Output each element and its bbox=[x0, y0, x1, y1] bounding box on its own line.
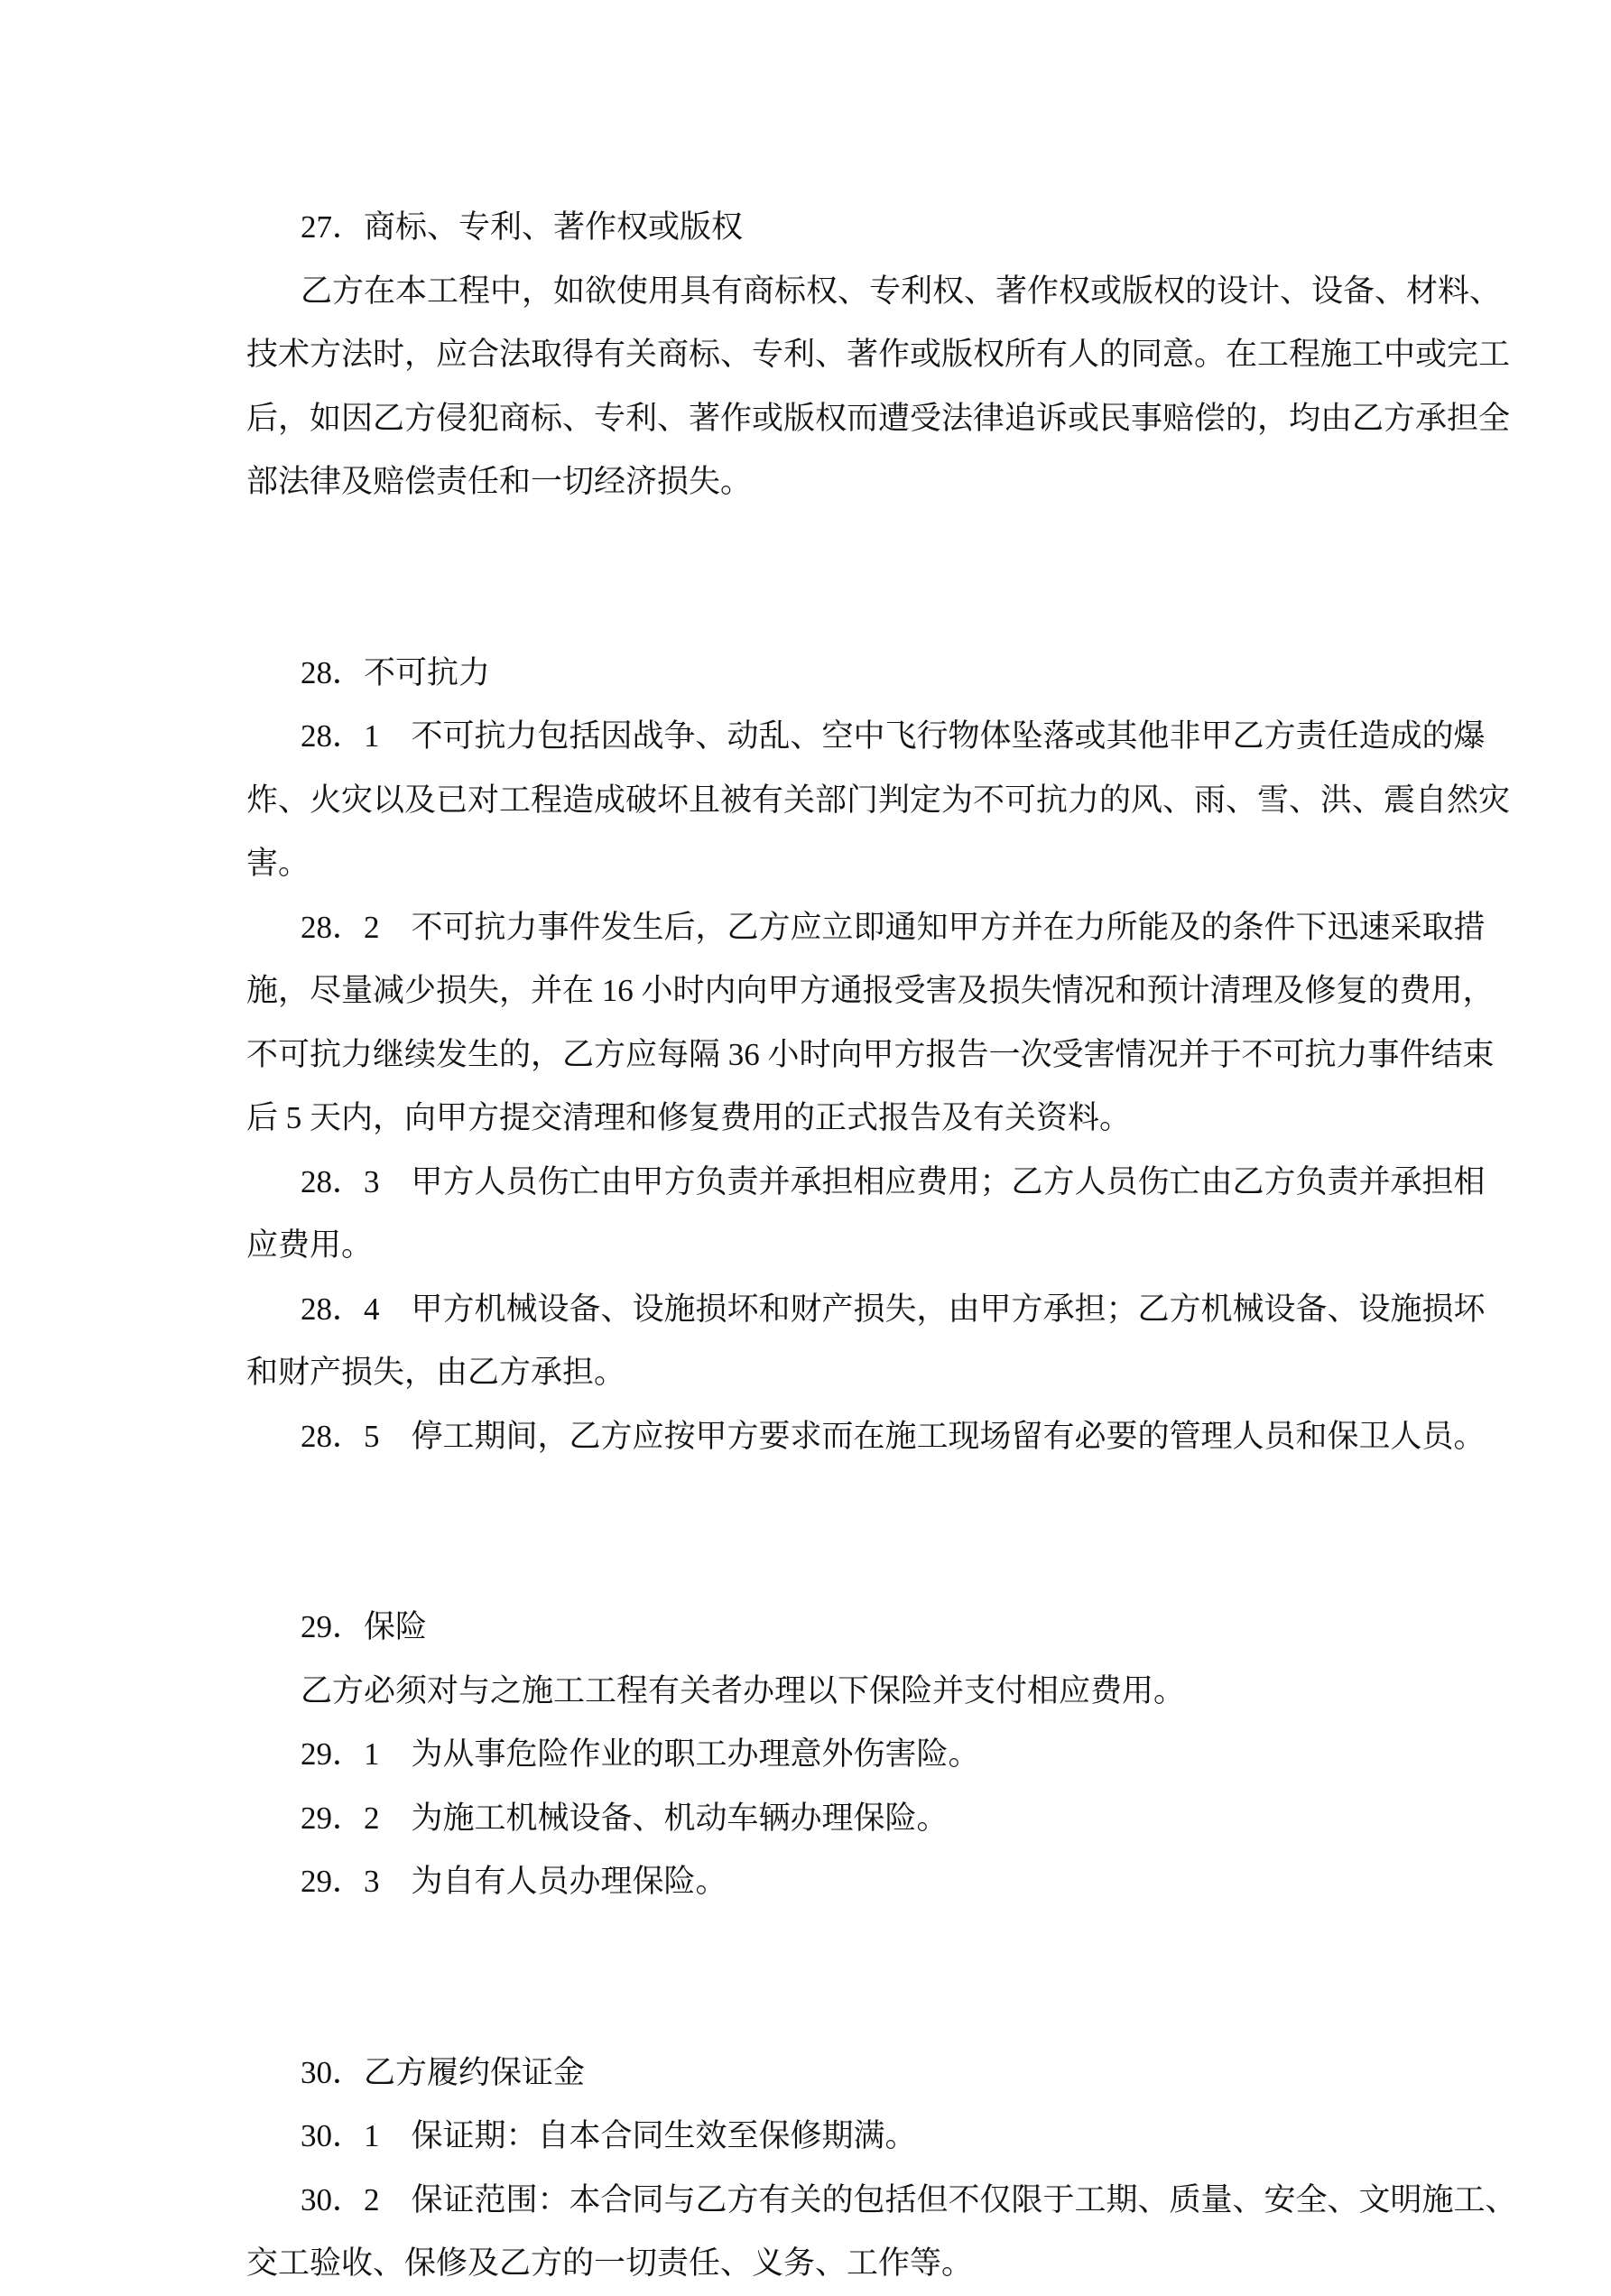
paragraph-line: 30．2 保证范围：本合同与乙方有关的包括但不仅限于工期、质量、安全、文明施工、 bbox=[301, 2181, 1517, 2217]
paragraph-line: 炸、火灾以及已对工程造成破坏且被有关部门判定为不可抗力的风、雨、雪、洪、震自然灾 bbox=[246, 782, 1511, 818]
section-gap bbox=[246, 1532, 1377, 1597]
paragraph-line: 乙方在本工程中，如欲使用具有商标权、专利权、著作权或版权的设计、设备、材料、 bbox=[301, 273, 1502, 309]
paragraph-line: 不可抗力继续发生的，乙方应每隔 36 小时向甲方报告一次受害情况并于不可抗力事件结束 bbox=[246, 1036, 1495, 1072]
section-gap bbox=[246, 1914, 1377, 1978]
paragraph-line: 部法律及赔偿责任和一切经济损失。 bbox=[246, 464, 753, 499]
paragraph-line: 28．3 甲方人员伤亡由甲方负责并承担相应费用；乙方人员伤亡由乙方负责并承担相 bbox=[301, 1163, 1486, 1199]
paragraph-line: 28．1 不可抗力包括因战争、动乱、空中飞行物体坠落或其他非甲乙方责任造成的爆 bbox=[301, 718, 1486, 754]
section-heading: 27．商标、专利、著作权或版权 bbox=[301, 209, 744, 245]
paragraph-line: 28．4 甲方机械设备、设施损坏和财产损失，由甲方承担；乙方机械设备、设施损坏 bbox=[301, 1291, 1486, 1327]
paragraph-line: 后，如因乙方侵犯商标、专利、著作或版权而遭受法律追诉或民事赔偿的，均由乙方承担全 bbox=[246, 400, 1511, 436]
paragraph-line: 技术方法时，应合法取得有关商标、专利、著作或版权所有人的同意。在工程施工中或完工 bbox=[246, 337, 1511, 372]
section-heading: 28．不可抗力 bbox=[301, 654, 491, 690]
section-gap bbox=[246, 578, 1377, 642]
paragraph-line: 后 5 天内，向甲方提交清理和修复费用的正式报告及有关资料。 bbox=[246, 1100, 1132, 1135]
document-page bbox=[246, 196, 1517, 2296]
section-heading: 30．乙方履约保证金 bbox=[301, 2054, 586, 2090]
paragraph-line: 害。 bbox=[246, 846, 310, 881]
paragraph-line: 乙方必须对与之施工工程有关者办理以下保险并支付相应费用。 bbox=[301, 1672, 1186, 1708]
section-gap bbox=[246, 1468, 1377, 1532]
paragraph-line: 应费用。 bbox=[246, 1227, 374, 1263]
paragraph-line: 29．2 为施工机械设备、机动车辆办理保险。 bbox=[301, 1800, 949, 1836]
paragraph-line: 29．1 为从事危险作业的职工办理意外伤害险。 bbox=[301, 1736, 980, 1772]
paragraph-line: 29．3 为自有人员办理保险。 bbox=[301, 1864, 727, 1899]
paragraph-line: 30．1 保证期：自本合同生效至保修期满。 bbox=[301, 2118, 917, 2153]
paragraph-line: 和财产损失，由乙方承担。 bbox=[246, 1355, 626, 1390]
paragraph-line: 28．2 不可抗力事件发生后，乙方应立即通知甲方并在力所能及的条件下迅速采取措 bbox=[301, 909, 1486, 945]
paragraph-line: 施，尽量减少损失，并在 16 小时内向甲方通报受害及损失情况和预计清理及修复的费用， bbox=[246, 973, 1495, 1008]
paragraph-line: 28．5 停工期间，乙方应按甲方要求而在施工现场留有必要的管理人员和保卫人员。 bbox=[301, 1418, 1486, 1454]
paragraph-line: 交工验收、保修及乙方的一切责任、义务、工作等。 bbox=[246, 2245, 974, 2281]
section-heading: 29．保险 bbox=[301, 1609, 428, 1644]
section-gap bbox=[246, 514, 1377, 579]
section-gap bbox=[246, 1977, 1377, 2041]
